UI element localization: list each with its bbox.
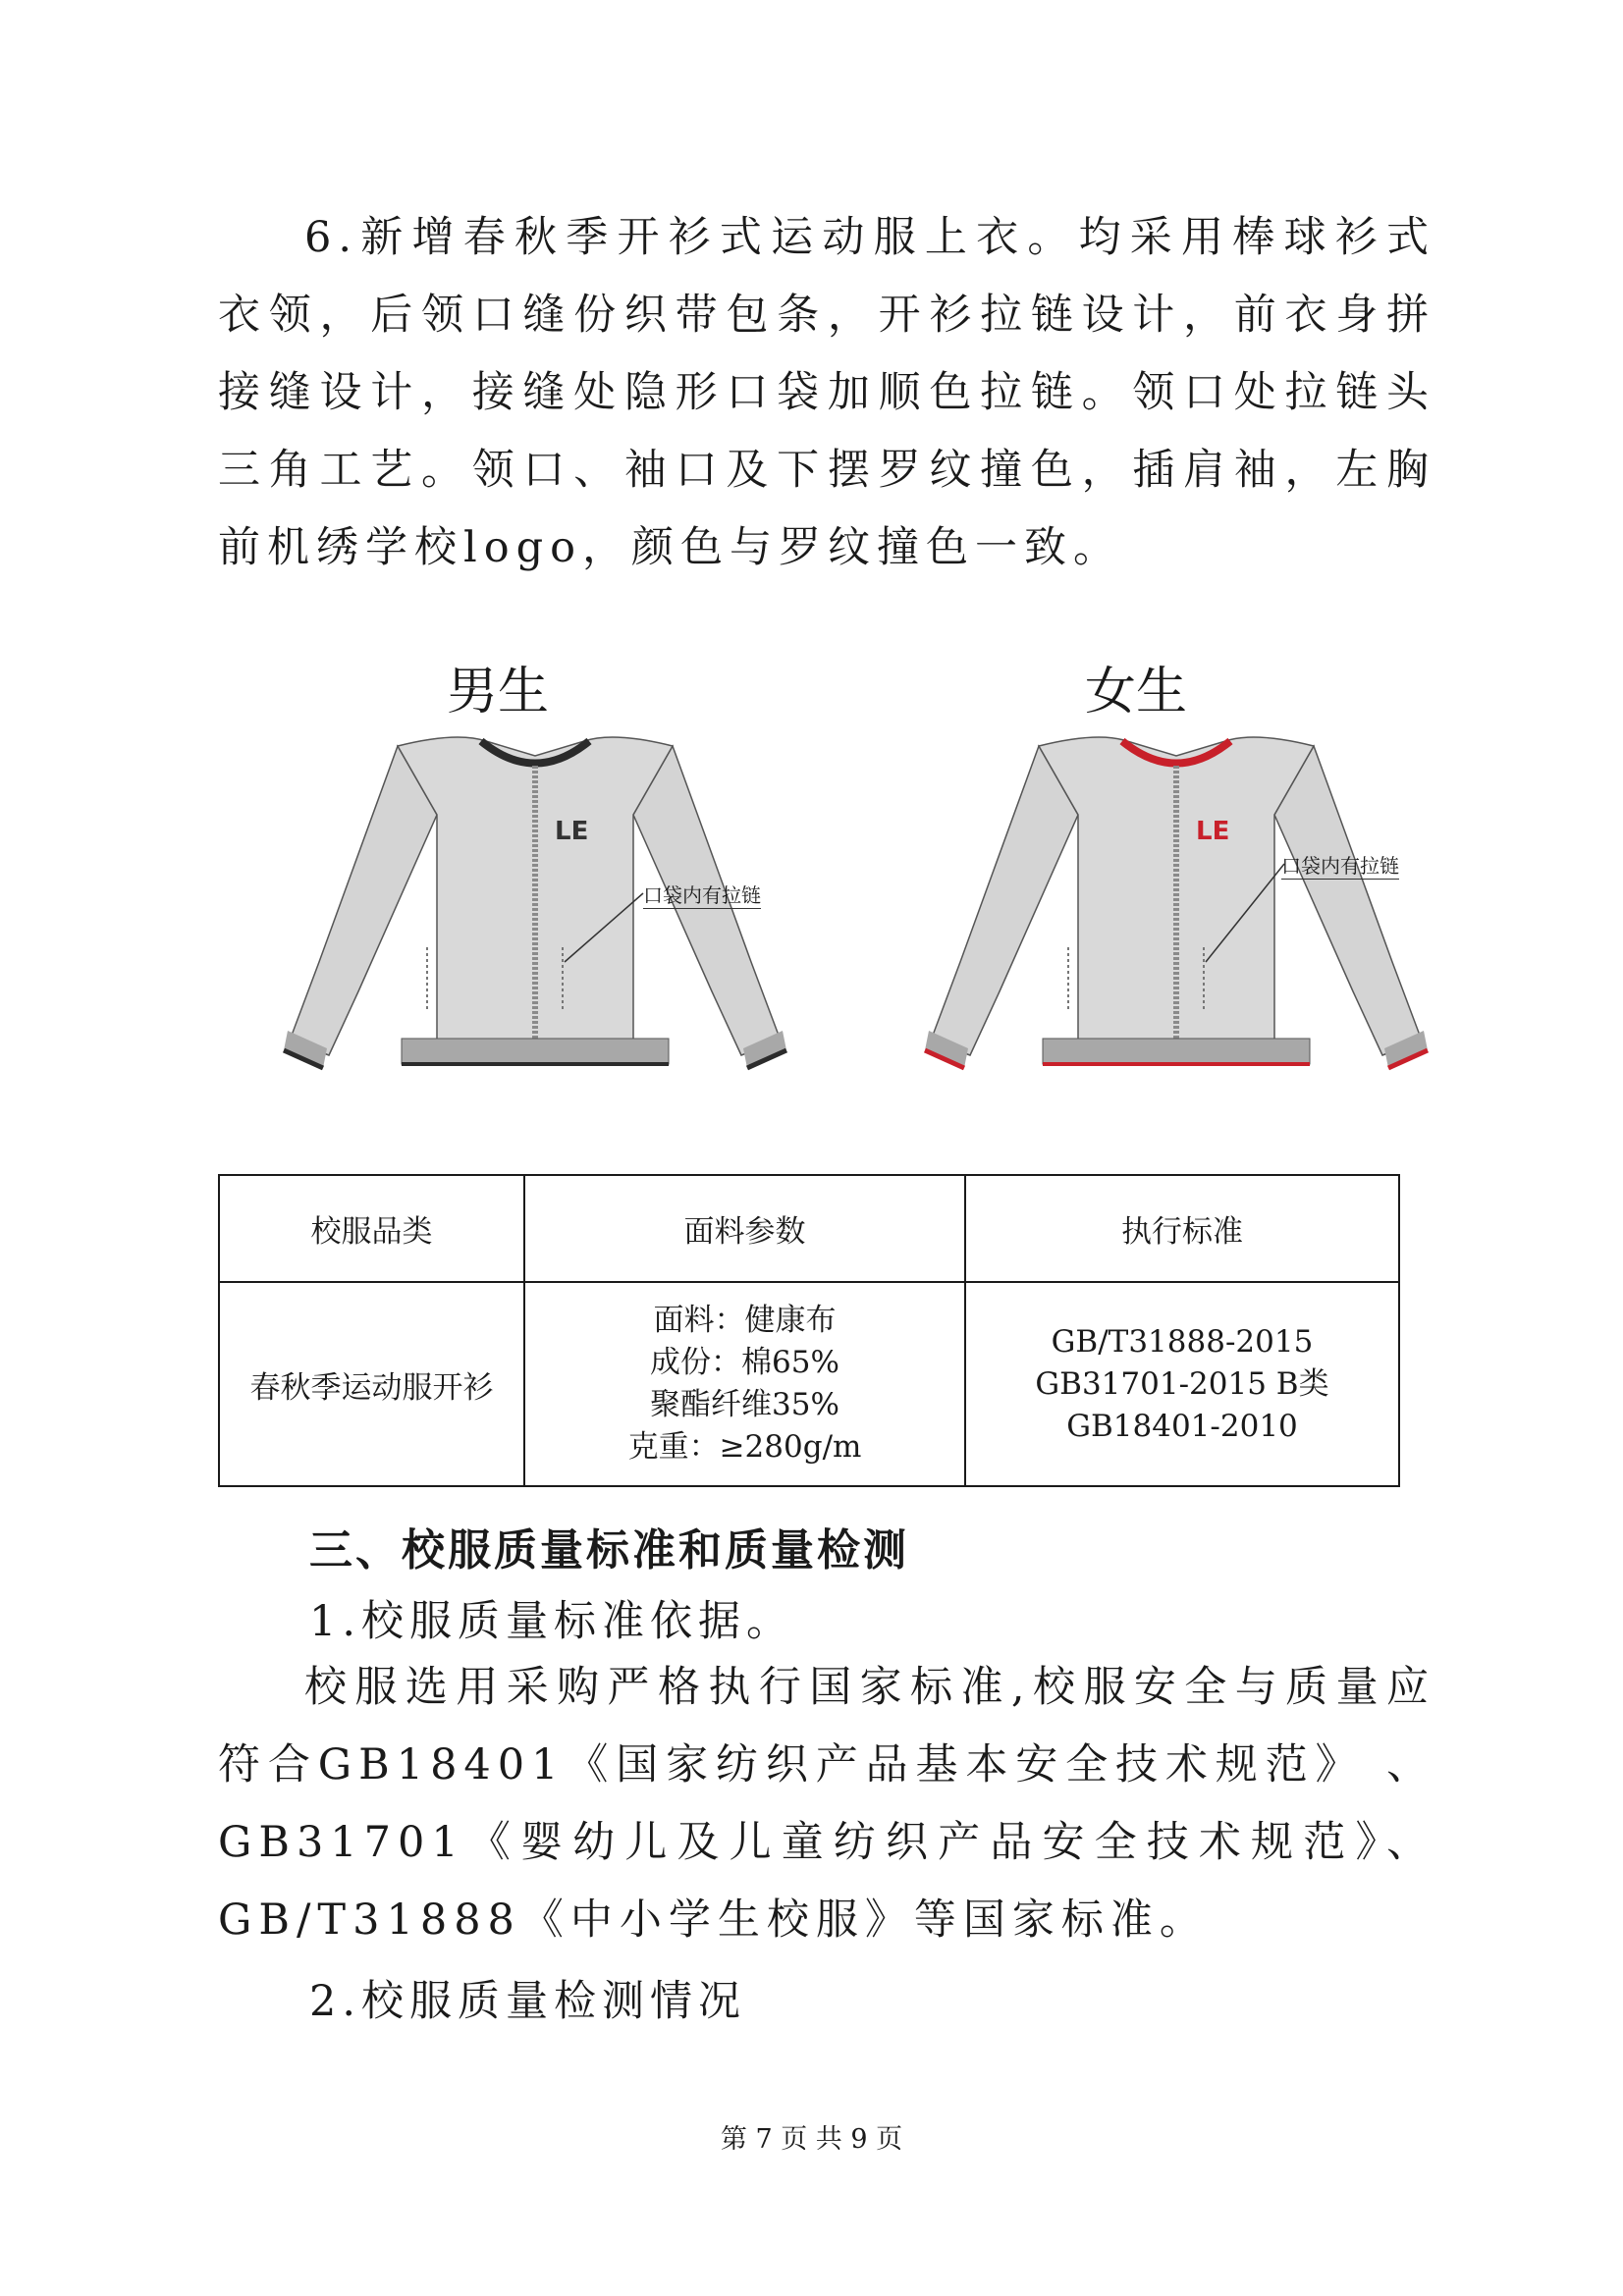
standard-line: GB/T31888-2015	[1051, 1323, 1314, 1360]
standard-line: GB31701-2015 B类	[1035, 1365, 1329, 1402]
table-header-row	[219, 1175, 1399, 1282]
header-category: 校服品类	[219, 1175, 524, 1282]
fabric-line: 克重：≥280g/m	[627, 1429, 862, 1465]
boys-pocket-note: 口袋内有拉链	[643, 880, 761, 909]
intro-paragraph: 6.新增春秋季开衫式运动服上衣。均采用棒球衫式衣领，后领口缝份织带包条，开衫拉链设计，前衣身拼接缝设计，接缝处隐形口袋加顺色拉链。领口处拉链头三角工艺。领口、袖口及下摆罗纹撞色，插肩袖，左胸前机绣学校logo，颜色与罗纹撞色一致。	[218, 213, 1435, 572]
svg-text:LE: LE	[555, 817, 589, 846]
girls-jacket-illustration	[921, 726, 1432, 1084]
page-footer: 第 7 页 共 9 页	[720, 2124, 903, 2155]
standard-line: GB18401-2010	[1066, 1408, 1298, 1444]
svg-text:LE: LE	[1196, 817, 1230, 846]
cell-fabric	[524, 1282, 965, 1486]
header-standard: 执行标准	[965, 1175, 1399, 1282]
table-row	[219, 1282, 1399, 1486]
subsection-heading-2: 2.校服质量检测情况	[309, 1977, 747, 2026]
cell-category: 春秋季运动服开衫	[219, 1282, 524, 1486]
fabric-line: 聚酯纤维35%	[650, 1387, 839, 1422]
standards-paragraph: 校服选用采购严格执行国家标准,校服安全与质量应符合GB18401《国家纺织产品基本安全技术规范》 、GB31701《婴幼儿及儿童纺织产品安全技术规范》、GB/T31888《中小学生校服》等国家标准。	[218, 1663, 1435, 1945]
girls-label: 女生	[1085, 663, 1188, 721]
girls-pocket-note: 口袋内有拉链	[1281, 850, 1399, 880]
fabric-line: 面料：健康布	[653, 1303, 837, 1338]
header-fabric: 面料参数	[524, 1175, 965, 1282]
subsection-heading-1: 1.校服质量标准依据。	[309, 1597, 795, 1646]
boys-label: 男生	[447, 663, 550, 721]
section-heading: 三、校服质量标准和质量检测	[309, 1525, 909, 1575]
fabric-line: 成份：棉65%	[650, 1345, 839, 1380]
spec-table	[218, 1174, 1400, 1487]
cell-standards	[965, 1282, 1399, 1486]
